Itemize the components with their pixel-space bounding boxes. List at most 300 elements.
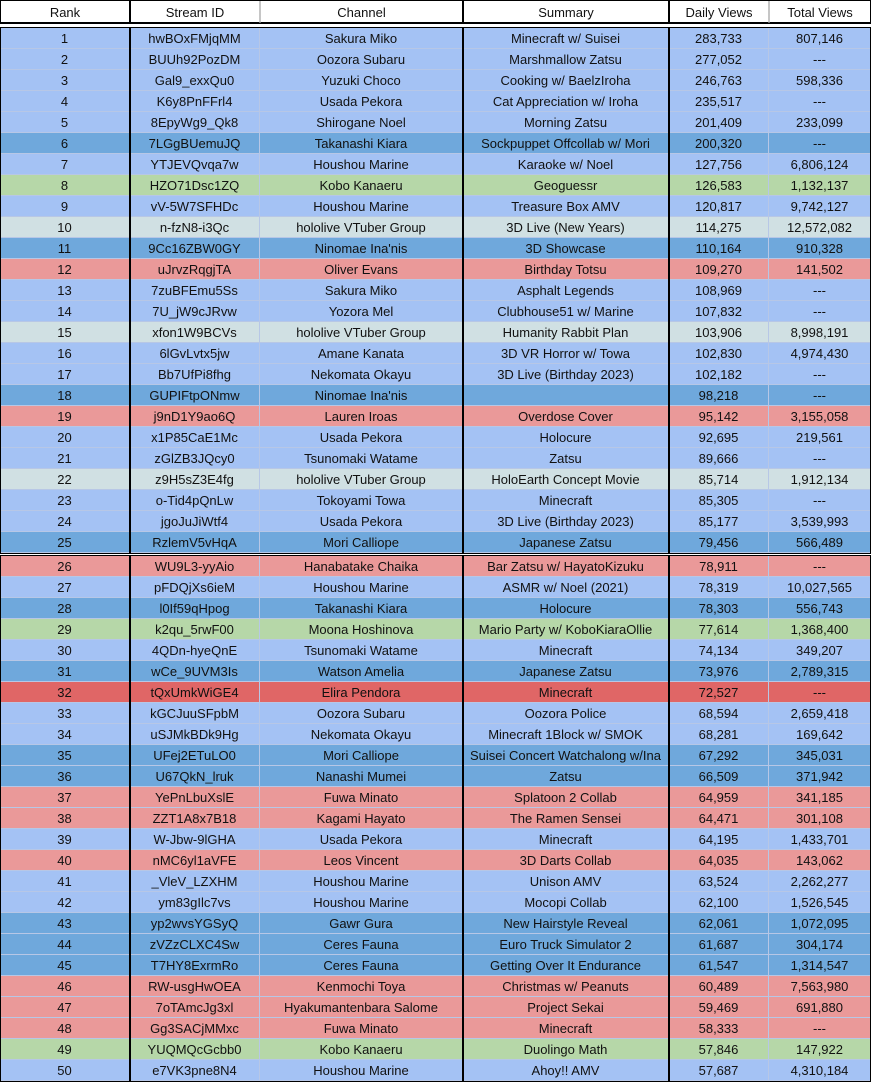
cell-daily-views[interactable]: 72,527: [669, 682, 769, 703]
cell-channel[interactable]: Oozora Subaru: [260, 703, 463, 724]
cell-daily-views[interactable]: 126,583: [669, 175, 769, 196]
cell-channel[interactable]: Shirogane Noel: [260, 112, 463, 133]
cell-daily-views[interactable]: 73,976: [669, 661, 769, 682]
cell-total-views[interactable]: 233,099: [769, 112, 871, 133]
cell-channel[interactable]: Amane Kanata: [260, 343, 463, 364]
cell-channel[interactable]: Houshou Marine: [260, 577, 463, 598]
cell-daily-views[interactable]: 58,333: [669, 1018, 769, 1039]
cell-channel[interactable]: Watson Amelia: [260, 661, 463, 682]
cell-total-views[interactable]: 345,031: [769, 745, 871, 766]
cell-total-views[interactable]: 1,072,095: [769, 913, 871, 934]
cell-stream-id[interactable]: yp2wvsYGSyQ: [130, 913, 260, 934]
cell-total-views[interactable]: 807,146: [769, 28, 871, 49]
cell-summary[interactable]: 3D Live (New Years): [463, 217, 669, 238]
cell-summary[interactable]: Minecraft w/ Suisei: [463, 28, 669, 49]
cell-rank[interactable]: 27: [0, 577, 130, 598]
cell-total-views[interactable]: ---: [769, 364, 871, 385]
cell-daily-views[interactable]: 61,687: [669, 934, 769, 955]
cell-channel[interactable]: Fuwa Minato: [260, 787, 463, 808]
cell-daily-views[interactable]: 277,052: [669, 49, 769, 70]
cell-summary[interactable]: 3D Live (Birthday 2023): [463, 364, 669, 385]
cell-channel[interactable]: Nekomata Okayu: [260, 724, 463, 745]
header-stream-id[interactable]: Stream ID: [130, 0, 260, 23]
cell-rank[interactable]: 1: [0, 28, 130, 49]
cell-total-views[interactable]: ---: [769, 448, 871, 469]
cell-rank[interactable]: 12: [0, 259, 130, 280]
cell-daily-views[interactable]: 107,832: [669, 301, 769, 322]
cell-channel[interactable]: Takanashi Kiara: [260, 598, 463, 619]
cell-summary[interactable]: Mocopi Collab: [463, 892, 669, 913]
cell-summary[interactable]: Cooking w/ BaelzIroha: [463, 70, 669, 91]
cell-stream-id[interactable]: 7oTAmcJg3xl: [130, 997, 260, 1018]
cell-total-views[interactable]: 7,563,980: [769, 976, 871, 997]
cell-summary[interactable]: Overdose Cover: [463, 406, 669, 427]
cell-stream-id[interactable]: 9Cc16ZBW0GY: [130, 238, 260, 259]
cell-stream-id[interactable]: 7U_jW9cJRvw: [130, 301, 260, 322]
cell-stream-id[interactable]: T7HY8ExrmRo: [130, 955, 260, 976]
cell-total-views[interactable]: 4,310,184: [769, 1060, 871, 1081]
cell-total-views[interactable]: 2,262,277: [769, 871, 871, 892]
cell-total-views[interactable]: 371,942: [769, 766, 871, 787]
cell-total-views[interactable]: 3,539,993: [769, 511, 871, 532]
cell-daily-views[interactable]: 246,763: [669, 70, 769, 91]
cell-stream-id[interactable]: UFej2ETuLO0: [130, 745, 260, 766]
cell-channel[interactable]: Houshou Marine: [260, 196, 463, 217]
cell-channel[interactable]: Usada Pekora: [260, 829, 463, 850]
cell-rank[interactable]: 2: [0, 49, 130, 70]
cell-total-views[interactable]: 2,659,418: [769, 703, 871, 724]
cell-daily-views[interactable]: 85,714: [669, 469, 769, 490]
cell-channel[interactable]: Kobo Kanaeru: [260, 175, 463, 196]
cell-daily-views[interactable]: 103,906: [669, 322, 769, 343]
cell-daily-views[interactable]: 92,695: [669, 427, 769, 448]
cell-summary[interactable]: Zatsu: [463, 766, 669, 787]
cell-total-views[interactable]: 910,328: [769, 238, 871, 259]
cell-stream-id[interactable]: HZO71Dsc1ZQ: [130, 175, 260, 196]
cell-stream-id[interactable]: Bb7UfPi8fhg: [130, 364, 260, 385]
cell-summary[interactable]: Geoguessr: [463, 175, 669, 196]
cell-daily-views[interactable]: 64,959: [669, 787, 769, 808]
cell-stream-id[interactable]: vV-5W7SFHDc: [130, 196, 260, 217]
cell-stream-id[interactable]: RzlemV5vHqA: [130, 532, 260, 553]
cell-summary[interactable]: Minecraft: [463, 490, 669, 511]
cell-stream-id[interactable]: 7zuBFEmu5Ss: [130, 280, 260, 301]
cell-daily-views[interactable]: 85,305: [669, 490, 769, 511]
cell-stream-id[interactable]: YUQMQcGcbb0: [130, 1039, 260, 1060]
cell-rank[interactable]: 50: [0, 1060, 130, 1081]
cell-daily-views[interactable]: 59,469: [669, 997, 769, 1018]
cell-total-views[interactable]: 141,502: [769, 259, 871, 280]
cell-rank[interactable]: 28: [0, 598, 130, 619]
cell-summary[interactable]: 3D Showcase: [463, 238, 669, 259]
cell-total-views[interactable]: ---: [769, 1018, 871, 1039]
cell-summary[interactable]: 3D Live (Birthday 2023): [463, 511, 669, 532]
cell-daily-views[interactable]: 63,524: [669, 871, 769, 892]
cell-channel[interactable]: Hyakumantenbara Salome: [260, 997, 463, 1018]
cell-total-views[interactable]: 3,155,058: [769, 406, 871, 427]
cell-channel[interactable]: hololive VTuber Group: [260, 217, 463, 238]
cell-daily-views[interactable]: 60,489: [669, 976, 769, 997]
cell-stream-id[interactable]: K6y8PnFFrl4: [130, 91, 260, 112]
cell-summary[interactable]: 3D VR Horror w/ Towa: [463, 343, 669, 364]
cell-channel[interactable]: Usada Pekora: [260, 91, 463, 112]
cell-rank[interactable]: 40: [0, 850, 130, 871]
cell-channel[interactable]: Moona Hoshinova: [260, 619, 463, 640]
cell-channel[interactable]: hololive VTuber Group: [260, 322, 463, 343]
cell-channel[interactable]: Usada Pekora: [260, 511, 463, 532]
cell-total-views[interactable]: 1,132,137: [769, 175, 871, 196]
cell-total-views[interactable]: 6,806,124: [769, 154, 871, 175]
cell-total-views[interactable]: ---: [769, 490, 871, 511]
cell-rank[interactable]: 36: [0, 766, 130, 787]
cell-summary[interactable]: New Hairstyle Reveal: [463, 913, 669, 934]
cell-daily-views[interactable]: 108,969: [669, 280, 769, 301]
cell-stream-id[interactable]: xfon1W9BCVs: [130, 322, 260, 343]
cell-channel[interactable]: Houshou Marine: [260, 154, 463, 175]
cell-channel[interactable]: Kobo Kanaeru: [260, 1039, 463, 1060]
cell-daily-views[interactable]: 102,182: [669, 364, 769, 385]
cell-summary[interactable]: Karaoke w/ Noel: [463, 154, 669, 175]
cell-total-views[interactable]: 143,062: [769, 850, 871, 871]
cell-summary[interactable]: Suisei Concert Watchalong w/Ina: [463, 745, 669, 766]
cell-summary[interactable]: Humanity Rabbit Plan: [463, 322, 669, 343]
cell-summary[interactable]: Asphalt Legends: [463, 280, 669, 301]
cell-rank[interactable]: 42: [0, 892, 130, 913]
cell-total-views[interactable]: ---: [769, 91, 871, 112]
cell-rank[interactable]: 29: [0, 619, 130, 640]
cell-stream-id[interactable]: W-Jbw-9lGHA: [130, 829, 260, 850]
cell-stream-id[interactable]: zGlZB3JQcy0: [130, 448, 260, 469]
cell-summary[interactable]: Unison AMV: [463, 871, 669, 892]
cell-summary[interactable]: Minecraft: [463, 829, 669, 850]
cell-total-views[interactable]: 691,880: [769, 997, 871, 1018]
cell-total-views[interactable]: 1,433,701: [769, 829, 871, 850]
cell-summary[interactable]: Oozora Police: [463, 703, 669, 724]
header-rank[interactable]: Rank: [0, 0, 130, 23]
cell-stream-id[interactable]: tQxUmkWiGE4: [130, 682, 260, 703]
cell-stream-id[interactable]: hwBOxFMjqMM: [130, 28, 260, 49]
cell-rank[interactable]: 37: [0, 787, 130, 808]
cell-channel[interactable]: Lauren Iroas: [260, 406, 463, 427]
cell-stream-id[interactable]: 4QDn-hyeQnE: [130, 640, 260, 661]
cell-channel[interactable]: Ninomae Ina'nis: [260, 238, 463, 259]
cell-daily-views[interactable]: 67,292: [669, 745, 769, 766]
cell-summary[interactable]: [463, 385, 669, 406]
cell-total-views[interactable]: 1,526,545: [769, 892, 871, 913]
cell-summary[interactable]: Sockpuppet Offcollab w/ Mori: [463, 133, 669, 154]
cell-channel[interactable]: Yozora Mel: [260, 301, 463, 322]
cell-stream-id[interactable]: ZZT1A8x7B18: [130, 808, 260, 829]
cell-rank[interactable]: 10: [0, 217, 130, 238]
cell-total-views[interactable]: 169,642: [769, 724, 871, 745]
cell-total-views[interactable]: 598,336: [769, 70, 871, 91]
cell-daily-views[interactable]: 62,061: [669, 913, 769, 934]
cell-summary[interactable]: Japanese Zatsu: [463, 661, 669, 682]
cell-daily-views[interactable]: 200,320: [669, 133, 769, 154]
cell-daily-views[interactable]: 110,164: [669, 238, 769, 259]
cell-summary[interactable]: Zatsu: [463, 448, 669, 469]
cell-daily-views[interactable]: 66,509: [669, 766, 769, 787]
cell-daily-views[interactable]: 68,281: [669, 724, 769, 745]
cell-channel[interactable]: Mori Calliope: [260, 745, 463, 766]
cell-summary[interactable]: Minecraft: [463, 640, 669, 661]
cell-total-views[interactable]: 1,314,547: [769, 955, 871, 976]
cell-total-views[interactable]: 8,998,191: [769, 322, 871, 343]
cell-summary[interactable]: Euro Truck Simulator 2: [463, 934, 669, 955]
cell-rank[interactable]: 41: [0, 871, 130, 892]
cell-rank[interactable]: 23: [0, 490, 130, 511]
cell-total-views[interactable]: ---: [769, 133, 871, 154]
cell-total-views[interactable]: 566,489: [769, 532, 871, 553]
cell-stream-id[interactable]: x1P85CaE1Mc: [130, 427, 260, 448]
cell-summary[interactable]: 3D Darts Collab: [463, 850, 669, 871]
cell-daily-views[interactable]: 102,830: [669, 343, 769, 364]
cell-summary[interactable]: Minecraft: [463, 682, 669, 703]
cell-rank[interactable]: 31: [0, 661, 130, 682]
cell-rank[interactable]: 5: [0, 112, 130, 133]
cell-total-views[interactable]: ---: [769, 49, 871, 70]
cell-rank[interactable]: 19: [0, 406, 130, 427]
cell-stream-id[interactable]: U67QkN_lruk: [130, 766, 260, 787]
cell-daily-views[interactable]: 120,817: [669, 196, 769, 217]
cell-channel[interactable]: Fuwa Minato: [260, 1018, 463, 1039]
cell-channel[interactable]: Yuzuki Choco: [260, 70, 463, 91]
cell-daily-views[interactable]: 79,456: [669, 532, 769, 553]
cell-daily-views[interactable]: 78,319: [669, 577, 769, 598]
cell-rank[interactable]: 3: [0, 70, 130, 91]
cell-summary[interactable]: Ahoy!! AMV: [463, 1060, 669, 1081]
cell-channel[interactable]: Kagami Hayato: [260, 808, 463, 829]
cell-rank[interactable]: 35: [0, 745, 130, 766]
cell-total-views[interactable]: 341,185: [769, 787, 871, 808]
cell-daily-views[interactable]: 127,756: [669, 154, 769, 175]
cell-stream-id[interactable]: ym83gIlc7vs: [130, 892, 260, 913]
cell-channel[interactable]: Nanashi Mumei: [260, 766, 463, 787]
cell-summary[interactable]: The Ramen Sensei: [463, 808, 669, 829]
cell-stream-id[interactable]: pFDQjXs6ieM: [130, 577, 260, 598]
cell-channel[interactable]: hololive VTuber Group: [260, 469, 463, 490]
cell-daily-views[interactable]: 283,733: [669, 28, 769, 49]
cell-stream-id[interactable]: l0If59qHpog: [130, 598, 260, 619]
cell-summary[interactable]: Minecraft: [463, 1018, 669, 1039]
cell-total-views[interactable]: 12,572,082: [769, 217, 871, 238]
cell-total-views[interactable]: 2,789,315: [769, 661, 871, 682]
cell-channel[interactable]: Kenmochi Toya: [260, 976, 463, 997]
cell-total-views[interactable]: ---: [769, 682, 871, 703]
cell-daily-views[interactable]: 68,594: [669, 703, 769, 724]
cell-total-views[interactable]: 1,912,134: [769, 469, 871, 490]
cell-channel[interactable]: Gawr Gura: [260, 913, 463, 934]
cell-stream-id[interactable]: o-Tid4pQnLw: [130, 490, 260, 511]
cell-total-views[interactable]: 147,922: [769, 1039, 871, 1060]
cell-channel[interactable]: Ninomae Ina'nis: [260, 385, 463, 406]
cell-rank[interactable]: 13: [0, 280, 130, 301]
cell-daily-views[interactable]: 57,687: [669, 1060, 769, 1081]
cell-total-views[interactable]: ---: [769, 280, 871, 301]
cell-stream-id[interactable]: 6lGvLvtx5jw: [130, 343, 260, 364]
cell-stream-id[interactable]: e7VK3pne8N4: [130, 1060, 260, 1081]
cell-rank[interactable]: 11: [0, 238, 130, 259]
cell-channel[interactable]: Hanabatake Chaika: [260, 556, 463, 577]
cell-rank[interactable]: 22: [0, 469, 130, 490]
cell-stream-id[interactable]: Gg3SACjMMxc: [130, 1018, 260, 1039]
cell-summary[interactable]: Project Sekai: [463, 997, 669, 1018]
cell-channel[interactable]: Oozora Subaru: [260, 49, 463, 70]
cell-summary[interactable]: Splatoon 2 Collab: [463, 787, 669, 808]
cell-rank[interactable]: 14: [0, 301, 130, 322]
cell-rank[interactable]: 46: [0, 976, 130, 997]
cell-stream-id[interactable]: wCe_9UVM3Is: [130, 661, 260, 682]
cell-stream-id[interactable]: z9H5sZ3E4fg: [130, 469, 260, 490]
cell-summary[interactable]: HoloEarth Concept Movie: [463, 469, 669, 490]
cell-daily-views[interactable]: 78,303: [669, 598, 769, 619]
cell-total-views[interactable]: 4,974,430: [769, 343, 871, 364]
cell-channel[interactable]: Usada Pekora: [260, 427, 463, 448]
cell-daily-views[interactable]: 64,035: [669, 850, 769, 871]
cell-total-views[interactable]: 349,207: [769, 640, 871, 661]
cell-stream-id[interactable]: _VleV_LZXHM: [130, 871, 260, 892]
cell-summary[interactable]: Japanese Zatsu: [463, 532, 669, 553]
cell-summary[interactable]: Morning Zatsu: [463, 112, 669, 133]
cell-rank[interactable]: 32: [0, 682, 130, 703]
cell-total-views[interactable]: ---: [769, 301, 871, 322]
cell-rank[interactable]: 20: [0, 427, 130, 448]
cell-daily-views[interactable]: 62,100: [669, 892, 769, 913]
cell-daily-views[interactable]: 57,846: [669, 1039, 769, 1060]
cell-rank[interactable]: 4: [0, 91, 130, 112]
cell-stream-id[interactable]: YePnLbuXslE: [130, 787, 260, 808]
cell-stream-id[interactable]: GUPIFtpONmw: [130, 385, 260, 406]
cell-channel[interactable]: Tokoyami Towa: [260, 490, 463, 511]
cell-stream-id[interactable]: BUUh92PozDM: [130, 49, 260, 70]
cell-rank[interactable]: 24: [0, 511, 130, 532]
cell-summary[interactable]: Treasure Box AMV: [463, 196, 669, 217]
cell-rank[interactable]: 47: [0, 997, 130, 1018]
cell-rank[interactable]: 8: [0, 175, 130, 196]
cell-total-views[interactable]: 304,174: [769, 934, 871, 955]
cell-channel[interactable]: Houshou Marine: [260, 871, 463, 892]
cell-daily-views[interactable]: 109,270: [669, 259, 769, 280]
cell-stream-id[interactable]: Gal9_exxQu0: [130, 70, 260, 91]
cell-stream-id[interactable]: WU9L3-yyAio: [130, 556, 260, 577]
cell-rank[interactable]: 18: [0, 385, 130, 406]
cell-summary[interactable]: Birthday Totsu: [463, 259, 669, 280]
cell-daily-views[interactable]: 64,471: [669, 808, 769, 829]
cell-daily-views[interactable]: 85,177: [669, 511, 769, 532]
cell-daily-views[interactable]: 78,911: [669, 556, 769, 577]
cell-rank[interactable]: 26: [0, 556, 130, 577]
cell-summary[interactable]: Holocure: [463, 427, 669, 448]
cell-channel[interactable]: Houshou Marine: [260, 1060, 463, 1081]
cell-daily-views[interactable]: 61,547: [669, 955, 769, 976]
cell-rank[interactable]: 45: [0, 955, 130, 976]
cell-daily-views[interactable]: 98,218: [669, 385, 769, 406]
cell-channel[interactable]: Leos Vincent: [260, 850, 463, 871]
cell-channel[interactable]: Tsunomaki Watame: [260, 640, 463, 661]
cell-rank[interactable]: 38: [0, 808, 130, 829]
cell-channel[interactable]: Tsunomaki Watame: [260, 448, 463, 469]
cell-channel[interactable]: Ceres Fauna: [260, 955, 463, 976]
cell-total-views[interactable]: ---: [769, 556, 871, 577]
cell-stream-id[interactable]: jgoJuJiWtf4: [130, 511, 260, 532]
cell-channel[interactable]: Elira Pendora: [260, 682, 463, 703]
cell-rank[interactable]: 49: [0, 1039, 130, 1060]
cell-daily-views[interactable]: 235,517: [669, 91, 769, 112]
cell-stream-id[interactable]: uJrvzRqgjTA: [130, 259, 260, 280]
cell-summary[interactable]: Getting Over It Endurance: [463, 955, 669, 976]
cell-total-views[interactable]: 301,108: [769, 808, 871, 829]
header-daily-views[interactable]: Daily Views: [669, 0, 769, 23]
cell-total-views[interactable]: 1,368,400: [769, 619, 871, 640]
cell-rank[interactable]: 15: [0, 322, 130, 343]
cell-summary[interactable]: Cat Appreciation w/ Iroha: [463, 91, 669, 112]
cell-summary[interactable]: Marshmallow Zatsu: [463, 49, 669, 70]
cell-daily-views[interactable]: 74,134: [669, 640, 769, 661]
cell-summary[interactable]: Minecraft 1Block w/ SMOK: [463, 724, 669, 745]
cell-channel[interactable]: Sakura Miko: [260, 28, 463, 49]
cell-daily-views[interactable]: 201,409: [669, 112, 769, 133]
cell-stream-id[interactable]: k2qu_5rwF00: [130, 619, 260, 640]
cell-total-views[interactable]: 10,027,565: [769, 577, 871, 598]
cell-channel[interactable]: Nekomata Okayu: [260, 364, 463, 385]
cell-rank[interactable]: 16: [0, 343, 130, 364]
header-total-views[interactable]: Total Views: [769, 0, 871, 23]
cell-rank[interactable]: 17: [0, 364, 130, 385]
cell-summary[interactable]: Christmas w/ Peanuts: [463, 976, 669, 997]
cell-summary[interactable]: Clubhouse51 w/ Marine: [463, 301, 669, 322]
cell-rank[interactable]: 34: [0, 724, 130, 745]
cell-channel[interactable]: Ceres Fauna: [260, 934, 463, 955]
cell-stream-id[interactable]: n-fzN8-i3Qc: [130, 217, 260, 238]
cell-rank[interactable]: 7: [0, 154, 130, 175]
cell-total-views[interactable]: ---: [769, 385, 871, 406]
cell-total-views[interactable]: 9,742,127: [769, 196, 871, 217]
cell-daily-views[interactable]: 114,275: [669, 217, 769, 238]
cell-stream-id[interactable]: uSJMkBDk9Hg: [130, 724, 260, 745]
cell-rank[interactable]: 39: [0, 829, 130, 850]
cell-rank[interactable]: 44: [0, 934, 130, 955]
cell-stream-id[interactable]: YTJEVQvqa7w: [130, 154, 260, 175]
cell-rank[interactable]: 33: [0, 703, 130, 724]
cell-rank[interactable]: 9: [0, 196, 130, 217]
cell-channel[interactable]: Oliver Evans: [260, 259, 463, 280]
cell-summary[interactable]: Holocure: [463, 598, 669, 619]
cell-channel[interactable]: Houshou Marine: [260, 892, 463, 913]
cell-summary[interactable]: Mario Party w/ KoboKiaraOllie: [463, 619, 669, 640]
cell-daily-views[interactable]: 89,666: [669, 448, 769, 469]
cell-summary[interactable]: ASMR w/ Noel (2021): [463, 577, 669, 598]
header-summary[interactable]: Summary: [463, 0, 669, 23]
header-channel[interactable]: Channel: [260, 0, 463, 23]
cell-stream-id[interactable]: 7LGgBUemuJQ: [130, 133, 260, 154]
cell-rank[interactable]: 48: [0, 1018, 130, 1039]
cell-total-views[interactable]: 219,561: [769, 427, 871, 448]
cell-rank[interactable]: 30: [0, 640, 130, 661]
cell-rank[interactable]: 43: [0, 913, 130, 934]
cell-rank[interactable]: 25: [0, 532, 130, 553]
cell-stream-id[interactable]: j9nD1Y9ao6Q: [130, 406, 260, 427]
cell-channel[interactable]: Sakura Miko: [260, 280, 463, 301]
cell-rank[interactable]: 21: [0, 448, 130, 469]
cell-rank[interactable]: 6: [0, 133, 130, 154]
cell-daily-views[interactable]: 64,195: [669, 829, 769, 850]
cell-stream-id[interactable]: zVZzCLXC4Sw: [130, 934, 260, 955]
cell-stream-id[interactable]: kGCJuuSFpbM: [130, 703, 260, 724]
cell-summary[interactable]: Bar Zatsu w/ HayatoKizuku: [463, 556, 669, 577]
cell-stream-id[interactable]: 8EpyWg9_Qk8: [130, 112, 260, 133]
cell-stream-id[interactable]: nMC6yl1aVFE: [130, 850, 260, 871]
cell-channel[interactable]: Takanashi Kiara: [260, 133, 463, 154]
